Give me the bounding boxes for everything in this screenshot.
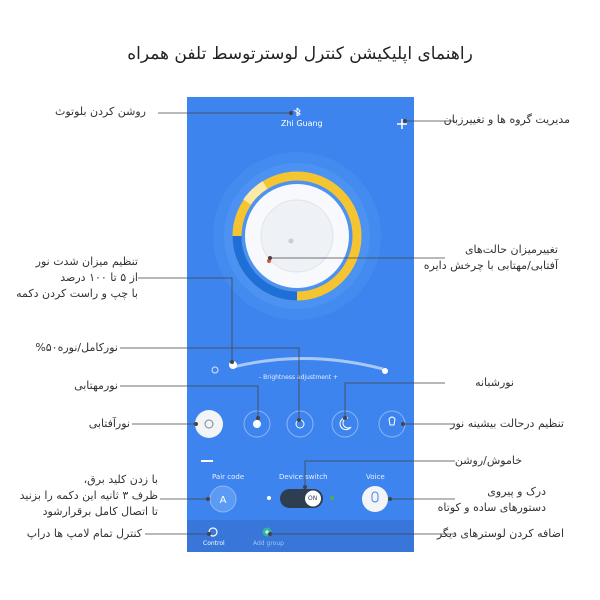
device-switch-label: Device switch — [279, 473, 328, 481]
annot-voice-line1: درک و پیروی — [487, 485, 546, 498]
annot-control-all: کنترل تمام لامپ ها دراپ — [26, 527, 142, 540]
annot-pair-line2: ظرف ۳ ثانیه این دکمه را بزنید — [19, 489, 158, 502]
annot-voice — [438, 484, 546, 516]
annot-mode-change-line2: آفتابی/مهتابی با چرخش دایره — [423, 259, 558, 272]
annot-max-light: تنظیم درحالت بیشینه نور — [450, 417, 564, 430]
add-group-tab-label[interactable]: Add group — [253, 540, 284, 547]
annot-pair-line3: تا اتصال کامل برقرارشود — [42, 505, 158, 518]
annot-intensity-line3: با چپ و راست کردن دکمه — [16, 287, 138, 300]
annot-intensity — [16, 254, 138, 302]
annot-mode-change-line1: تغییرمیزان حالت‌های — [464, 243, 558, 256]
control-tab-label[interactable]: Control — [203, 540, 225, 547]
brightness-label: - Brightness adjustment + — [259, 374, 338, 381]
page-title: راهنمای اپلیکیشن کنترل لوسترتوسط تلفن همراه — [127, 44, 473, 64]
annot-intensity-line1: تنظیم میزان شدت نور — [35, 255, 138, 268]
annot-mode-change — [424, 242, 558, 274]
pair-code-label: Pair code — [212, 473, 245, 481]
annot-sun: نورآفتابی — [88, 417, 130, 430]
annot-intensity-line2: از ۵ تا ۱۰۰ درصد — [60, 271, 138, 284]
annot-voice-line2: دستورهای ساده و کوتاه — [437, 501, 546, 514]
device-name: Zhi Guang — [281, 119, 323, 128]
svg-text:A: A — [219, 495, 227, 506]
annot-on-off: خاموش/روشن — [454, 454, 522, 467]
annot-pair-line1: با زدن کلید برق، — [83, 473, 158, 486]
annot-night: نورشبانه — [475, 376, 514, 389]
annot-moon: نورمهتابی — [74, 379, 118, 392]
annot-full-half: نورکامل/نوره۵۰% — [35, 341, 118, 354]
annot-pair — [20, 472, 158, 520]
switch-state-text: ON — [308, 495, 318, 502]
annot-bluetooth: روشن کردن بلوتوث — [55, 105, 146, 118]
annot-add-group: اضافه کردن لوسترهای دیگر — [436, 527, 564, 540]
annot-group-language: مدیریت گروه ها و تغییرزبان — [443, 113, 570, 126]
voice-label: Voice — [366, 473, 385, 481]
